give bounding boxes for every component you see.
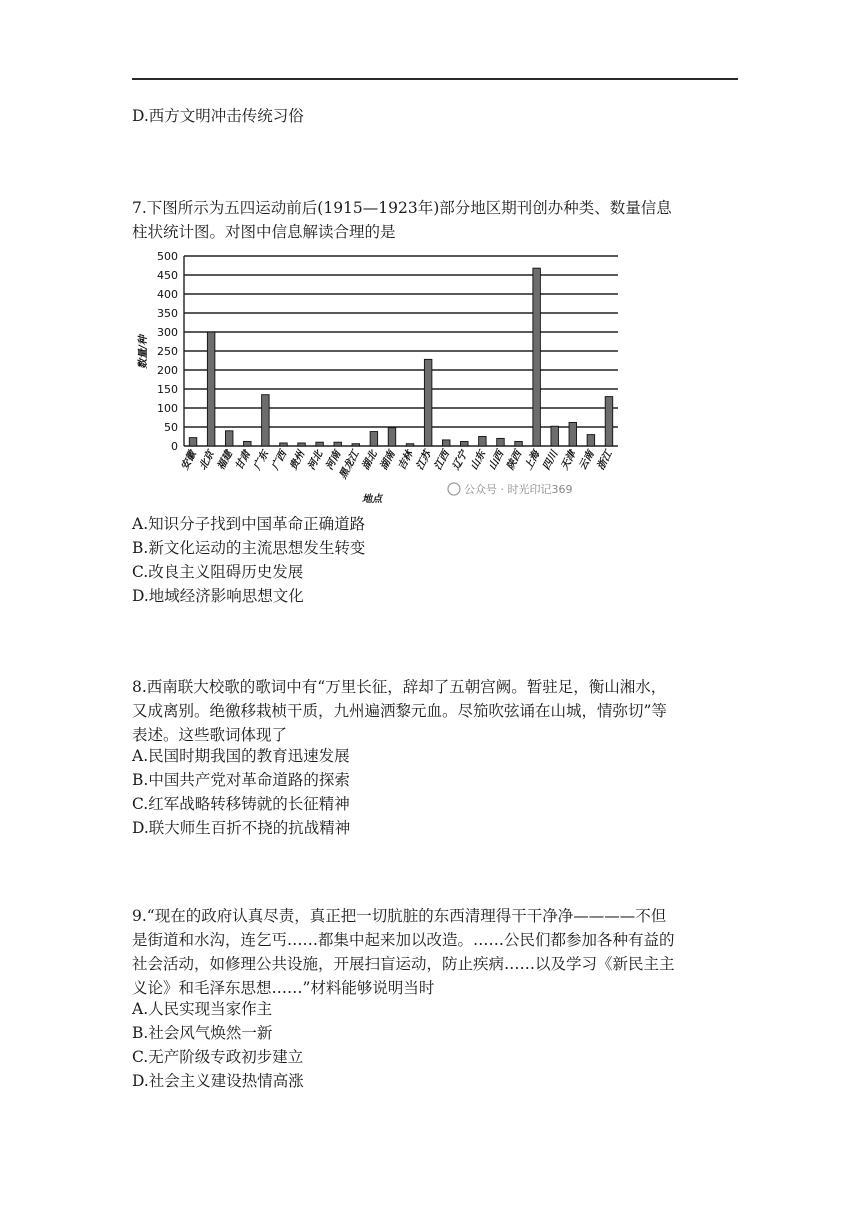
bar-广东 bbox=[262, 395, 270, 446]
x-tick-label: 山西 bbox=[487, 449, 507, 473]
q7-option-d[interactable]: D.地域经济影响思想文化 bbox=[132, 587, 304, 605]
q7-stem-line-2: 柱状统计图。对图中信息解读合理的是 bbox=[132, 223, 396, 241]
bar-北京 bbox=[207, 332, 215, 446]
bar-河北 bbox=[316, 442, 324, 446]
bar-浙江 bbox=[605, 397, 613, 446]
q8-stem-line-1: 8.西南联大校歌的歌词中有“万里长征，辞却了五朝宫阙。暂驻足，衡山湘水， bbox=[132, 678, 667, 696]
watermark bbox=[448, 482, 573, 496]
x-tick-label: 江西 bbox=[432, 449, 452, 473]
watermark-text: 公众号 · 时光印记369 bbox=[464, 483, 573, 496]
bar-山东 bbox=[479, 437, 487, 447]
q9-option-b[interactable]: B.社会风气焕然一新 bbox=[132, 1024, 273, 1042]
y-tick-label: 350 bbox=[157, 307, 178, 320]
bar-江西 bbox=[442, 440, 450, 446]
x-tick-label: 辽宁 bbox=[450, 449, 470, 473]
x-tick-label: 福建 bbox=[215, 449, 235, 473]
chart-x-axis-label: 地点 bbox=[362, 494, 382, 505]
q7-stem-line-1: 7.下图所示为五四运动前后(1915—1923年)部分地区期刊创办种类、数量信息 bbox=[132, 199, 672, 217]
y-tick-label: 50 bbox=[164, 421, 178, 434]
bar-云南 bbox=[587, 435, 595, 446]
x-tick-label: 广东 bbox=[251, 449, 272, 473]
y-tick-label: 250 bbox=[157, 345, 178, 358]
q8-stem-line-3: 表述。这些歌词体现了 bbox=[132, 726, 288, 744]
q6-option-d[interactable]: D.西方文明冲击传统习俗 bbox=[132, 107, 304, 125]
bar-陕西 bbox=[515, 441, 523, 446]
q9-stem-line-1: 9.“现在的政府认真尽责，真正把一切肮脏的东西清理得干干净净————不但 bbox=[132, 907, 667, 925]
x-tick-label: 湖北 bbox=[360, 449, 380, 473]
bar-福建 bbox=[225, 431, 233, 446]
bar-湖南 bbox=[388, 428, 396, 446]
bar-安徽 bbox=[189, 438, 197, 446]
x-tick-label: 云南 bbox=[577, 449, 597, 473]
y-tick-label: 200 bbox=[157, 364, 178, 377]
q7-option-a[interactable]: A.知识分子找到中国革命正确道路 bbox=[132, 515, 366, 533]
chart-grid bbox=[184, 256, 618, 446]
x-tick-label: 贵州 bbox=[288, 449, 308, 473]
q8-option-a[interactable]: A.民国时期我国的教育迅速发展 bbox=[132, 747, 350, 765]
bar-吉林 bbox=[406, 444, 414, 446]
chart-y-axis-label: 数量/种 bbox=[138, 335, 149, 369]
x-tick-label: 浙江 bbox=[595, 449, 615, 473]
bar-天津 bbox=[569, 422, 577, 446]
bar-广西 bbox=[280, 443, 288, 446]
chart-x-ticks bbox=[179, 447, 616, 481]
periodicals-bar-chart bbox=[132, 246, 622, 508]
x-tick-label: 河南 bbox=[324, 449, 344, 473]
x-tick-label: 河北 bbox=[306, 449, 326, 473]
x-tick-label: 甘肃 bbox=[233, 449, 253, 473]
bar-甘肃 bbox=[244, 441, 252, 446]
y-tick-label: 150 bbox=[157, 383, 178, 396]
bar-黑龙江 bbox=[352, 444, 360, 446]
bar-山西 bbox=[497, 438, 505, 446]
x-tick-label: 广西 bbox=[270, 449, 290, 473]
x-tick-label: 天津 bbox=[559, 449, 579, 473]
y-tick-label: 100 bbox=[157, 402, 178, 415]
x-tick-label: 江苏 bbox=[414, 449, 434, 473]
x-tick-label: 山东 bbox=[468, 449, 489, 473]
y-tick-label: 0 bbox=[171, 440, 178, 453]
q8-option-d[interactable]: D.联大师生百折不挠的抗战精神 bbox=[132, 819, 351, 837]
bar-贵州 bbox=[298, 443, 306, 446]
y-tick-label: 400 bbox=[157, 288, 178, 301]
bar-河南 bbox=[334, 442, 342, 446]
q9-stem-line-3: 社会活动，如修理公共设施，开展扫盲运动，防止疾病……以及学习《新民主主 bbox=[132, 955, 675, 973]
q9-option-a[interactable]: A.人民实现当家作主 bbox=[132, 1000, 273, 1018]
x-tick-label: 北京 bbox=[197, 449, 217, 473]
q8-option-c[interactable]: C.红军战略转移铸就的长征精神 bbox=[132, 795, 350, 813]
chart-y-ticks bbox=[157, 250, 178, 453]
chart-bars bbox=[189, 268, 612, 446]
y-tick-label: 500 bbox=[157, 250, 178, 263]
q9-stem-line-4: 义论》和毛泽东思想……”材料能够说明当时 bbox=[132, 979, 435, 997]
bar-湖北 bbox=[370, 432, 378, 446]
x-tick-label: 上海 bbox=[523, 449, 543, 473]
x-tick-label: 四川 bbox=[541, 449, 561, 473]
bar-辽宁 bbox=[461, 441, 469, 446]
x-tick-label: 吉林 bbox=[396, 449, 416, 473]
x-tick-label: 黑龙江 bbox=[337, 449, 362, 481]
q8-stem-line-2: 又成离别。绝徼移栽桢干质，九州遍洒黎元血。尽笳吹弦诵在山城，情弥切”等 bbox=[132, 702, 667, 720]
bar-上海 bbox=[533, 268, 541, 446]
x-tick-label: 安徽 bbox=[179, 449, 199, 473]
q7-option-c[interactable]: C.改良主义阻碍历史发展 bbox=[132, 563, 304, 581]
header-rule bbox=[132, 78, 738, 80]
q7-option-b[interactable]: B.新文化运动的主流思想发生转变 bbox=[132, 539, 366, 557]
bar-江苏 bbox=[424, 359, 432, 446]
x-tick-label: 陕西 bbox=[505, 449, 525, 473]
x-tick-label: 湖南 bbox=[378, 449, 398, 473]
q9-option-d[interactable]: D.社会主义建设热情高涨 bbox=[132, 1072, 304, 1090]
y-tick-label: 300 bbox=[157, 326, 178, 339]
q9-stem-line-2: 是街道和水沟，连乞丐……都集中起来加以改造。……公民们都参加各种有益的 bbox=[132, 931, 675, 949]
q9-option-c[interactable]: C.无产阶级专政初步建立 bbox=[132, 1048, 304, 1066]
bar-四川 bbox=[551, 426, 559, 446]
q8-option-b[interactable]: B.中国共产党对革命道路的探索 bbox=[132, 771, 350, 789]
y-tick-label: 450 bbox=[157, 269, 178, 282]
wechat-icon bbox=[448, 483, 460, 495]
